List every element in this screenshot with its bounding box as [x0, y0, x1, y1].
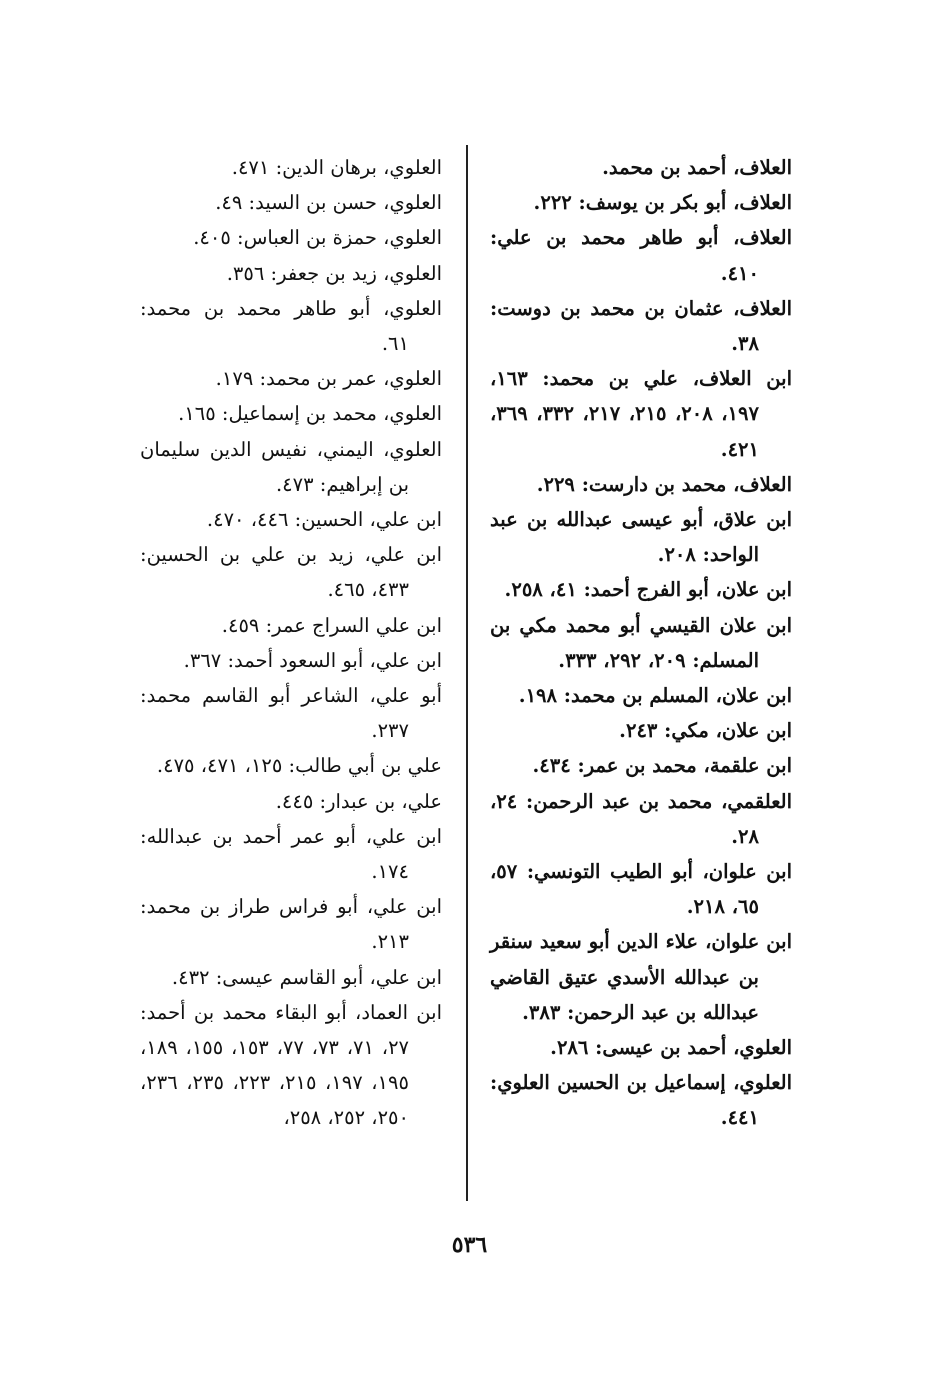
index-entry: ابن علي، أبو فراس طراز بن محمد: ٢١٣. — [140, 895, 442, 954]
index-entry: العلقمي، محمد بن عبد الرحمن: ٢٤، ٢٨. — [490, 789, 792, 848]
index-entry: ابن علان، أبو الفرج أحمد: ٤١، ٢٥٨. — [504, 578, 792, 602]
index-entry: ابن علوان، علاء الدين أبو سعيد سنقر بن عبدالله الأسدي عتيق القاضي عبدالله بن عبد الرحمن: ٣٨٣. — [490, 930, 792, 1024]
index-entry: العلوي، حسن بن السيد: ٤٩. — [215, 191, 442, 215]
index-entry: العلوي، محمد بن إسماعيل: ١٦٥. — [178, 402, 442, 426]
index-entry: أبو علي، الشاعر أبو القاسم محمد: ٢٣٧. — [140, 684, 442, 743]
right-index-column — [490, 150, 792, 1136]
index-entry: العلاف، أبو طاهر محمد بن علي: ٤١٠. — [490, 226, 792, 285]
index-entry: العلاف، محمد بن دارست: ٢٢٩. — [536, 472, 792, 496]
index-entry: العلوي، إسماعيل بن الحسين العلوي: ٤٤١. — [490, 1071, 792, 1130]
index-entry: ابن علان القيسي أبو محمد مكي بن المسلم: ٢٠٩، ٢٩٢، ٣٣٣. — [490, 613, 792, 672]
index-entry: ابن علاق، أبو عيسى عبدالله بن عبد الواحد: ٢٠٨. — [490, 508, 792, 567]
index-entry: العلوي، أبو طاهر محمد بن محمد: ٦١. — [140, 296, 442, 356]
left-index-column — [140, 150, 442, 1136]
index-entry: ابن علي، أبو السعود أحمد: ٣٦٧. — [183, 648, 442, 672]
index-entry: العلاف، أحمد بن محمد. — [602, 156, 792, 179]
index-entry: العلوي، اليمني، نفيس الدين سليمان بن إبراهيم: ٤٧٣. — [140, 437, 442, 496]
index-entry: العلوي، أحمد بن عيسى: ٢٨٦. — [550, 1036, 792, 1060]
index-entry: العلوي، برهان الدين: ٤٧١. — [231, 156, 442, 179]
index-entry: العلاف، أبو بكر بن يوسف: ٢٢٢. — [533, 191, 792, 215]
index-entry: العلوي، عمر بن محمد: ١٧٩. — [215, 367, 442, 391]
index-entry: علي بن أبي طالب: ١٢٥، ٤٧١، ٤٧٥. — [156, 754, 442, 778]
index-entry: ابن علي، زيد بن علي بن الحسين: ٤٣٣، ٤٦٥. — [140, 543, 442, 602]
index-entry: ابن العماد، أبو البقاء محمد بن أحمد: ٢٧، ٧١، ٧٣، ٧٧، ١٥٣، ١٥٥، ١٨٩، ١٩٥، ١٩٧، ٢١٥، ٢٢٣، ٢٣٥، ٢٣٦، ٢٥٠، ٢٥٢، ٢٥٨، — [140, 1000, 442, 1130]
index-entry: ابن علي، أبو عمر أحمد بن عبدالله: ١٧٤. — [140, 824, 442, 884]
index-entry: العلوي، حمزة بن العباس: ٤٠٥. — [193, 226, 442, 250]
index-entry: ابن علقمة، محمد بن عمر: ٤٣٤. — [532, 754, 792, 778]
index-entry: علي، بن عبدار: ٤٤٥. — [275, 789, 442, 813]
index-entry: ابن علي، الحسين: ٤٤٦، ٤٧٠. — [206, 508, 442, 532]
index-entry: ابن علان، مكي: ٢٤٣. — [619, 719, 792, 743]
index-entry: ابن علي السراج عمر: ٤٥٩. — [221, 613, 442, 637]
index-entry: ابن علي، أبو القاسم عيسى: ٤٣٢. — [171, 965, 442, 989]
column-divider — [466, 145, 468, 1201]
index-entry: العلاف، عثمان بن محمد بن دوست: ٣٨. — [490, 296, 792, 356]
page-number: ٥٣٦ — [451, 1232, 488, 1258]
index-entry: ابن علوان، أبو الطيب التونسي: ٥٧، ٦٥، ٢١٨. — [490, 860, 792, 919]
index-entry: ابن العلاف، علي بن محمد: ١٦٣، ١٩٧، ٢٠٨، ٢١٥، ٢١٧، ٣٣٢، ٣٦٩، ٤٢١. — [490, 367, 792, 461]
index-entry: العلوي، زيد بن جعفر: ٣٥٦. — [226, 261, 442, 285]
index-entry: ابن علان، المسلم بن محمد: ١٩٨. — [518, 684, 792, 708]
